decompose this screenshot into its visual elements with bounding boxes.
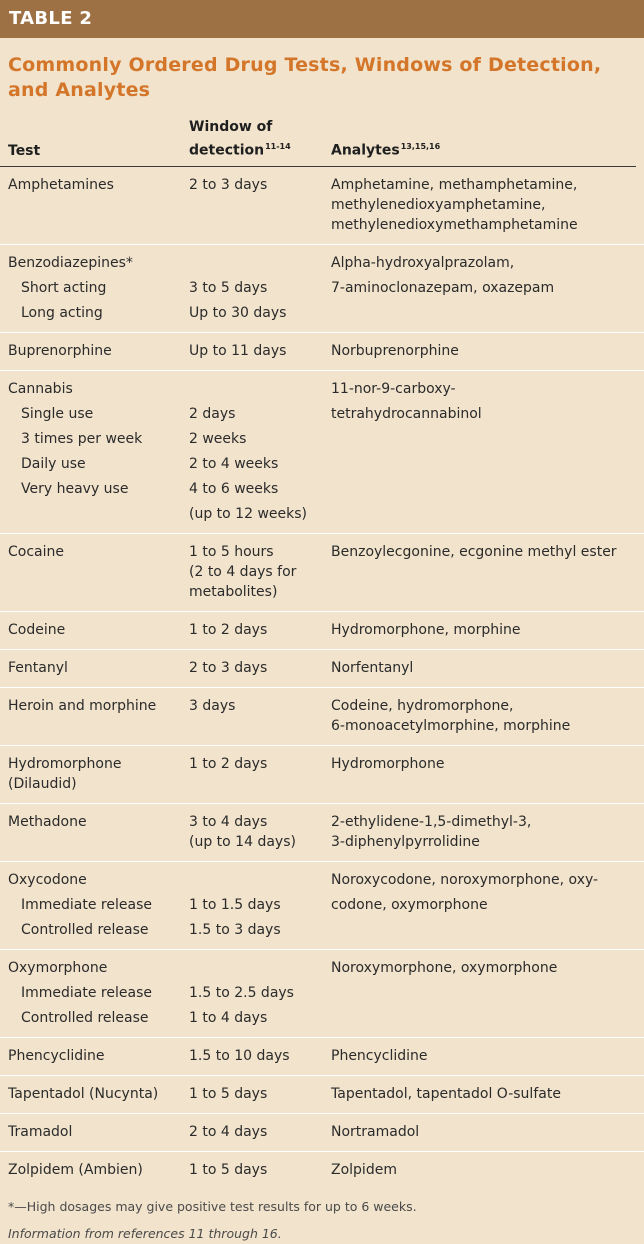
table-title-line-2: and Analytes <box>8 79 151 101</box>
analytes-cell <box>331 341 636 361</box>
table-body <box>0 167 644 1189</box>
test-cell <box>8 658 189 678</box>
analytes-cell <box>331 620 636 640</box>
cell-line: Oxycodone <box>8 871 87 888</box>
source-note: Information from references 11 through 16. <box>8 1225 282 1241</box>
header-window-text: detection <box>189 142 265 159</box>
cell-line: 3-diphenylpyrrolidine <box>331 833 480 850</box>
analytes-cell <box>331 1084 636 1104</box>
cell-line: Codeine <box>8 621 66 638</box>
table-row <box>0 746 644 804</box>
test-cell <box>8 958 189 1028</box>
table-row <box>0 371 644 534</box>
footnote: *—High dosages may give positive test results for up to 6 weeks. <box>8 1198 417 1214</box>
cell-line: 2 to 3 days <box>189 176 268 193</box>
cell-line: (up to 14 days) <box>189 833 296 850</box>
cell-line: 1.5 to 10 days <box>189 1047 290 1064</box>
sub-item-label: Immediate release <box>21 984 152 1001</box>
cell-line: Zolpidem <box>331 1161 397 1178</box>
table-footer <box>0 1189 644 1244</box>
sub-item-label: Immediate release <box>21 896 152 913</box>
window-cell <box>189 696 331 736</box>
cell-line: Cocaine <box>8 543 64 560</box>
cell-line <box>189 870 331 890</box>
table-row <box>0 950 644 1038</box>
test-cell <box>8 341 189 361</box>
header-window-refs: 11-14 <box>265 142 291 151</box>
test-cell <box>8 754 189 794</box>
test-cell <box>8 812 189 852</box>
test-cell <box>8 870 189 940</box>
test-cell <box>8 379 189 524</box>
test-cell <box>8 175 189 235</box>
window-cell <box>189 1084 331 1104</box>
table-row <box>0 650 644 688</box>
window-cell <box>189 1160 331 1180</box>
cell-line: Oxymorphone <box>8 959 108 976</box>
table-row <box>0 1076 644 1114</box>
cell-line <box>189 253 331 273</box>
cell-line: 1 to 5 hours <box>189 543 274 560</box>
cell-line: Amphetamine, methamphetamine, <box>331 176 578 193</box>
test-cell <box>8 1084 189 1104</box>
cell-line: codone, oxymorphone <box>331 896 488 913</box>
cell-line: Benzoylecgonine, ecgonine methyl ester <box>331 543 617 560</box>
cell-line: Benzodiazepines* <box>8 254 133 271</box>
header-window-line-2 <box>189 137 331 161</box>
header-window-line-1: Window of <box>189 119 273 135</box>
cell-line: 2 to 4 weeks <box>189 455 279 472</box>
table-row <box>0 1114 644 1152</box>
window-cell <box>189 658 331 678</box>
analytes-cell <box>331 1160 636 1180</box>
cell-line: (2 to 4 days for <box>189 563 297 580</box>
table-title-line-1: Commonly Ordered Drug Tests, Windows of Detection, <box>8 54 602 76</box>
table-row <box>0 862 644 950</box>
analytes-cell <box>331 870 636 940</box>
cell-line: 1 to 2 days <box>189 621 268 638</box>
cell-line: 3 to 4 days <box>189 813 268 830</box>
cell-line <box>189 958 331 978</box>
window-cell <box>189 812 331 852</box>
cell-line: tetrahydrocannabinol <box>331 405 482 422</box>
cell-line: 4 to 6 weeks <box>189 480 279 497</box>
test-cell <box>8 542 189 602</box>
sub-item-label: Controlled release <box>21 1009 149 1026</box>
table-row <box>0 534 644 612</box>
window-cell <box>189 542 331 602</box>
table-row <box>0 804 644 862</box>
cell-line: Cannabis <box>8 380 73 397</box>
table-header <box>0 103 636 167</box>
cell-line: 1.5 to 3 days <box>189 921 281 938</box>
cell-line: 2 days <box>189 405 236 422</box>
cell-line: Hydromorphone <box>8 755 122 772</box>
analytes-cell <box>331 658 636 678</box>
cell-line: Alpha-hydroxyalprazolam, <box>331 254 515 271</box>
sub-item-label: 3 times per week <box>21 430 143 447</box>
table-row <box>0 612 644 650</box>
table-row <box>0 1038 644 1076</box>
cell-line: Noroxycodone, noroxymorphone, oxy- <box>331 871 599 888</box>
cell-line: Heroin and morphine <box>8 697 157 714</box>
test-cell <box>8 620 189 640</box>
header-test: Test <box>8 142 41 159</box>
window-cell <box>189 341 331 361</box>
cell-line: methylenedioxymethamphetamine <box>331 216 578 233</box>
cell-line: 1 to 5 days <box>189 1085 268 1102</box>
table-title <box>0 38 644 103</box>
window-cell <box>189 1122 331 1142</box>
analytes-cell <box>331 696 636 736</box>
analytes-cell <box>331 542 636 602</box>
cell-line: 3 days <box>189 697 236 714</box>
cell-line: Zolpidem (Ambien) <box>8 1161 143 1178</box>
cell-line: 2-ethylidene-1,5-dimethyl-3, <box>331 813 532 830</box>
table-label: TABLE 2 <box>0 0 644 38</box>
test-cell <box>8 1160 189 1180</box>
header-analytes <box>331 137 628 161</box>
cell-line: 7-aminoclonazepam, oxazepam <box>331 279 555 296</box>
window-cell <box>189 175 331 235</box>
cell-line: (up to 12 weeks) <box>189 505 307 522</box>
cell-line: Nortramadol <box>331 1123 420 1140</box>
analytes-cell <box>331 1122 636 1142</box>
cell-line: Noroxymorphone, oxymorphone <box>331 959 558 976</box>
analytes-cell <box>331 958 636 1028</box>
window-cell <box>189 754 331 794</box>
window-cell <box>189 870 331 940</box>
sub-item-label: Single use <box>21 405 94 422</box>
table-row <box>0 167 644 245</box>
sub-item-label: Daily use <box>21 455 86 472</box>
header-analytes-refs: 13,15,16 <box>400 142 441 151</box>
cell-line: 1 to 4 days <box>189 1009 268 1026</box>
window-cell <box>189 1046 331 1066</box>
cell-line: 1 to 1.5 days <box>189 896 281 913</box>
cell-line: Up to 30 days <box>189 304 287 321</box>
window-cell <box>189 958 331 1028</box>
cell-line: (Dilaudid) <box>8 775 77 792</box>
test-cell <box>8 1122 189 1142</box>
cell-line: Codeine, hydromorphone, <box>331 697 514 714</box>
table-row <box>0 245 644 333</box>
window-cell <box>189 253 331 323</box>
cell-line: Tapentadol, tapentadol O-sulfate <box>331 1085 561 1102</box>
header-analytes-text: Analytes <box>331 142 400 159</box>
cell-line: Hydromorphone <box>331 755 445 772</box>
table-row <box>0 333 644 371</box>
table-row <box>0 1152 644 1189</box>
analytes-cell <box>331 754 636 794</box>
window-cell <box>189 379 331 524</box>
cell-line: Phencyclidine <box>8 1047 105 1064</box>
cell-line: Up to 11 days <box>189 342 287 359</box>
cell-line: Norbuprenorphine <box>331 342 459 359</box>
cell-line: Tapentadol (Nucynta) <box>8 1085 159 1102</box>
analytes-cell <box>331 379 636 524</box>
cell-line: Fentanyl <box>8 659 68 676</box>
cell-line: Norfentanyl <box>331 659 414 676</box>
analytes-cell <box>331 1046 636 1066</box>
cell-line: 11-nor-9-carboxy- <box>331 380 456 397</box>
test-cell <box>8 253 189 323</box>
cell-line: Methadone <box>8 813 87 830</box>
test-cell <box>8 696 189 736</box>
sub-item-label: Controlled release <box>21 921 149 938</box>
header-window <box>189 117 331 161</box>
cell-line: Tramadol <box>8 1123 73 1140</box>
cell-line: methylenedioxyamphetamine, <box>331 196 546 213</box>
sub-item-label: Short acting <box>21 279 107 296</box>
cell-line: 1 to 5 days <box>189 1161 268 1178</box>
analytes-cell <box>331 812 636 852</box>
cell-line: Phencyclidine <box>331 1047 428 1064</box>
cell-line <box>189 379 331 399</box>
sub-item-label: Long acting <box>21 304 103 321</box>
cell-line: Buprenorphine <box>8 342 112 359</box>
cell-line: metabolites) <box>189 583 278 600</box>
sub-item-label: Very heavy use <box>21 480 129 497</box>
table-row <box>0 688 644 746</box>
cell-line: 6-monoacetylmorphine, morphine <box>331 717 571 734</box>
window-cell <box>189 620 331 640</box>
analytes-cell <box>331 253 636 323</box>
cell-line: 1 to 2 days <box>189 755 268 772</box>
cell-line: 2 to 4 days <box>189 1123 268 1140</box>
cell-line: 1.5 to 2.5 days <box>189 984 294 1001</box>
cell-line: 3 to 5 days <box>189 279 268 296</box>
cell-line: Amphetamines <box>8 176 114 193</box>
cell-line: 2 weeks <box>189 430 247 447</box>
cell-line: Hydromorphone, morphine <box>331 621 521 638</box>
analytes-cell <box>331 175 636 235</box>
test-cell <box>8 1046 189 1066</box>
cell-line: 2 to 3 days <box>189 659 268 676</box>
